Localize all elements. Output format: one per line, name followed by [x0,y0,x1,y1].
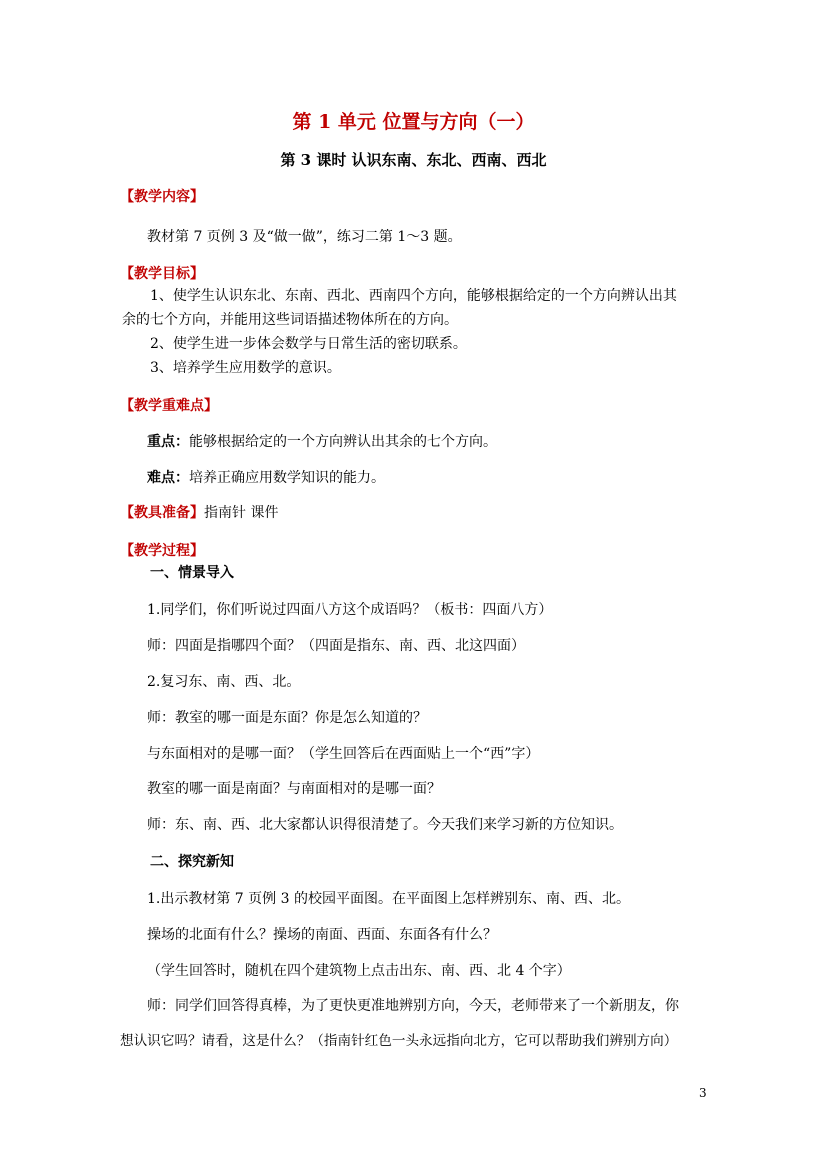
tools-line [120,503,278,523]
process-line: 2.复习东、南、西、北。 [147,674,301,690]
goal-3: 3、培养学生应用数学的意识。 [150,360,341,376]
difficult-point-label: 难点： [147,470,189,486]
key-point [147,432,497,452]
section-heading-keypoints: 【教学重难点】 [120,398,218,414]
process-line: （学生回答时，随机在四个建筑物上点击出东、南、西、北 4 个字） [147,963,571,979]
tools-text: 指南针 课件 [204,505,279,521]
difficult-point-text: 培养正确应用数学知识的能力。 [189,470,385,486]
content-text: 教材第 7 页例 3 及“做一做”，练习二第 1～3 题。 [147,229,462,245]
goal-1-line-1: 1、使学生认识东北、东南、西北、西南四个方向，能够根据给定的一个方向辨认出其 [150,288,677,304]
process-line: 想认识它吗？请看，这是什么？（指南针红色一头永远指向北方，它可以帮助我们辨别方向） [120,1033,678,1049]
section-heading-tools: 【教具准备】 [120,505,204,521]
process-line: 1.出示教材第 7 页例 3 的校园平面图。在平面图上怎样辨别东、南、西、北。 [147,891,630,907]
process-line: 1.同学们，你们听说过四面八方这个成语吗？（板书：四面八方） [147,602,553,618]
process-heading-1: 一、情景导入 [150,565,234,581]
process-line: 师：同学们回答得真棒，为了更快更准地辨别方向，今天，老师带来了一个新朋友，你 [147,998,679,1014]
key-point-label: 重点： [147,434,189,450]
goal-1-line-2: 余的七个方向，并能用这些词语描述物体所在的方向。 [122,312,458,328]
lesson-subtitle: 第 3 课时 认识东南、东北、西南、西北 [280,151,547,169]
difficult-point [147,468,385,488]
process-line: 操场的北面有什么？操场的南面、西面、东面各有什么？ [147,927,497,943]
section-heading-process: 【教学过程】 [120,543,204,559]
goal-2: 2、使学生进一步体会数学与日常生活的密切联系。 [150,336,467,352]
process-line: 师：教室的哪一面是东面？你是怎么知道的？ [147,710,427,726]
page-number: 3 [699,1086,707,1100]
process-line: 与东面相对的是哪一面？（学生回答后在西面贴上一个“西”字） [147,746,540,762]
key-point-text: 能够根据给定的一个方向辨认出其余的七个方向。 [189,434,497,450]
process-line: 师：东、南、西、北大家都认识得很清楚了。今天我们来学习新的方位知识。 [147,817,623,833]
process-heading-2: 二、探究新知 [150,854,234,870]
process-line: 师：四面是指哪四个面？（四面是指东、南、西、北这四面） [147,638,525,654]
section-heading-content: 【教学内容】 [120,189,204,205]
process-line: 教室的哪一面是南面？与南面相对的是哪一面？ [147,781,441,797]
section-heading-goals: 【教学目标】 [120,266,204,282]
page-title: 第 1 单元 位置与方向（一） [292,111,535,133]
